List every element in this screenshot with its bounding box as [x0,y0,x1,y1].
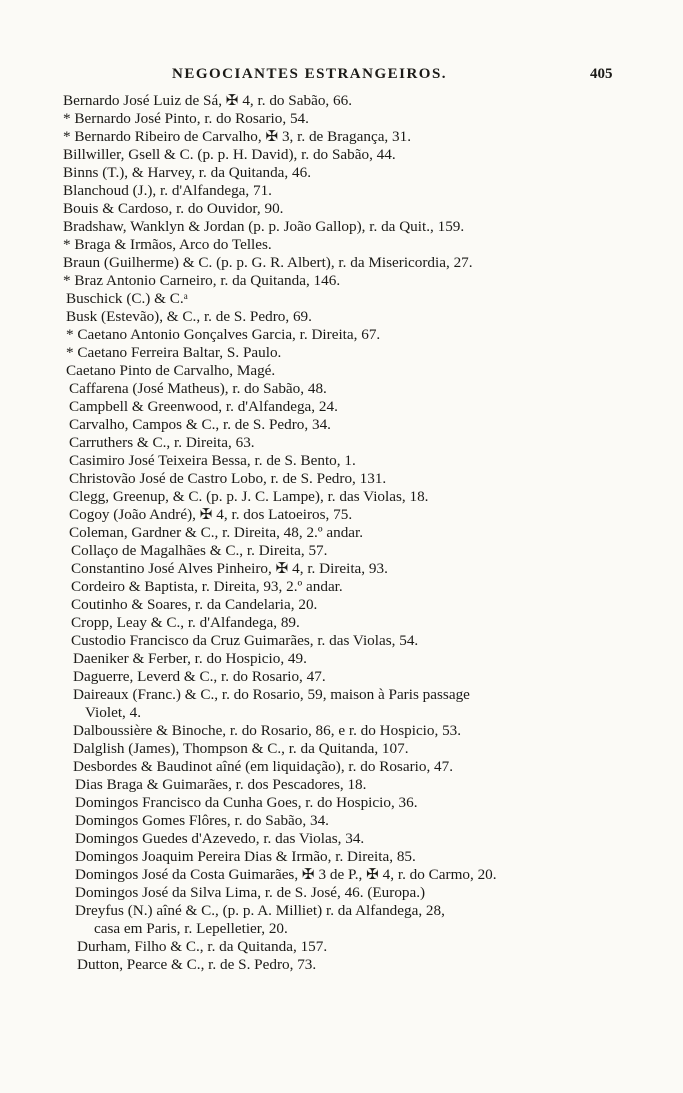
list-entry: Bernardo José Luiz de Sá, ✠ 4, r. do Sabão, 66. [63,92,352,109]
list-entry: Cropp, Leay & C., r. d'Alfandega, 89. [71,614,300,631]
list-entry: Domingos Guedes d'Azevedo, r. das Violas, 34. [75,830,365,847]
list-entry: Braun (Guilherme) & C. (p. p. G. R. Albert), r. da Misericordia, 27. [63,254,473,271]
list-entry: Blanchoud (J.), r. d'Alfandega, 71. [63,182,272,199]
list-entry: Dalglish (James), Thompson & C., r. da Quitanda, 107. [73,740,409,757]
list-entry: Cordeiro & Baptista, r. Direita, 93, 2.º andar. [71,578,343,595]
list-entry: Billwiller, Gsell & C. (p. p. H. David), r. do Sabão, 44. [63,146,396,163]
list-entry: Dias Braga & Guimarães, r. dos Pescadores, 18. [75,776,367,793]
list-entry: Caffarena (José Matheus), r. do Sabão, 48. [69,380,327,397]
list-entry: Domingos José da Silva Lima, r. de S. José, 46. (Europa.) [75,884,426,901]
list-entry: Buschick (C.) & C.ᵃ [66,290,188,307]
list-entry: * Caetano Ferreira Baltar, S. Paulo. [66,344,282,361]
list-entry: Dutton, Pearce & C., r. de S. Pedro, 73. [77,956,317,973]
list-entry: Collaço de Magalhães & C., r. Direita, 57. [71,542,328,559]
list-entry: Coleman, Gardner & C., r. Direita, 48, 2.º andar. [69,524,364,541]
list-entry: Desbordes & Baudinot aîné (em liquidação), r. do Rosario, 47. [73,758,454,775]
list-entry: Durham, Filho & C., r. da Quitanda, 157. [77,938,328,955]
list-entry: Dalboussière & Binoche, r. do Rosario, 86, e r. do Hospicio, 53. [73,722,462,739]
list-entry: Binns (T.), & Harvey, r. da Quitanda, 46. [63,164,312,181]
list-entry: Coutinho & Soares, r. da Candelaria, 20. [71,596,318,613]
list-entry: Daeniker & Ferber, r. do Hospicio, 49. [73,650,307,667]
list-entry: Bradshaw, Wanklyn & Jordan (p. p. João Gallop), r. da Quit., 159. [63,218,465,235]
list-entry: Domingos José da Costa Guimarães, ✠ 3 de P., ✠ 4, r. do Carmo, 20. [75,866,497,883]
list-entry: * Braz Antonio Carneiro, r. da Quitanda, 146. [63,272,341,289]
page-number: 405 [590,66,613,82]
list-entry: Daguerre, Leverd & C., r. do Rosario, 47. [73,668,326,685]
list-entry: Clegg, Greenup, & C. (p. p. J. C. Lampe), r. das Violas, 18. [69,488,429,505]
list-entry: * Caetano Antonio Gonçalves Garcia, r. Direita, 67. [66,326,381,343]
list-entry: Carvalho, Campos & C., r. de S. Pedro, 34. [69,416,331,433]
list-entry: Constantino José Alves Pinheiro, ✠ 4, r. Direita, 93. [71,560,388,577]
list-entry: Carruthers & C., r. Direita, 63. [69,434,255,451]
list-entry: Custodio Francisco da Cruz Guimarães, r. das Violas, 54. [71,632,419,649]
list-entry: Busk (Estevão), & C., r. de S. Pedro, 69. [66,308,312,325]
page-header [0,66,683,86]
list-entry: Caetano Pinto de Carvalho, Magé. [66,362,276,379]
list-entry-continuation: Violet, 4. [85,704,142,721]
list-entry: Domingos Gomes Flôres, r. do Sabão, 34. [75,812,329,829]
list-entry: Christovão José de Castro Lobo, r. de S. Pedro, 131. [69,470,387,487]
list-entry: Daireaux (Franc.) & C., r. do Rosario, 59, maison à Paris passage [73,686,470,703]
list-entry: Cogoy (João André), ✠ 4, r. dos Latoeiros, 75. [69,506,353,523]
list-entry: Campbell & Greenwood, r. d'Alfandega, 24. [69,398,338,415]
list-entry: * Bernardo Ribeiro de Carvalho, ✠ 3, r. de Bragança, 31. [63,128,412,145]
list-entry: * Bernardo José Pinto, r. do Rosario, 54. [63,110,309,127]
page-title: NEGOCIANTES ESTRANGEIROS. [172,66,448,82]
list-entry: * Braga & Irmãos, Arco do Telles. [63,236,272,253]
list-entry: Domingos Joaquim Pereira Dias & Irmão, r. Direita, 85. [75,848,416,865]
list-entry: Dreyfus (N.) aîné & C., (p. p. A. Milliet) r. da Alfandega, 28, [75,902,445,919]
list-entry: Domingos Francisco da Cunha Goes, r. do Hospicio, 36. [75,794,418,811]
list-entry-continuation: casa em Paris, r. Lepelletier, 20. [94,920,288,937]
list-entry: Casimiro José Teixeira Bessa, r. de S. Bento, 1. [69,452,356,469]
list-entry: Bouis & Cardoso, r. do Ouvidor, 90. [63,200,284,217]
